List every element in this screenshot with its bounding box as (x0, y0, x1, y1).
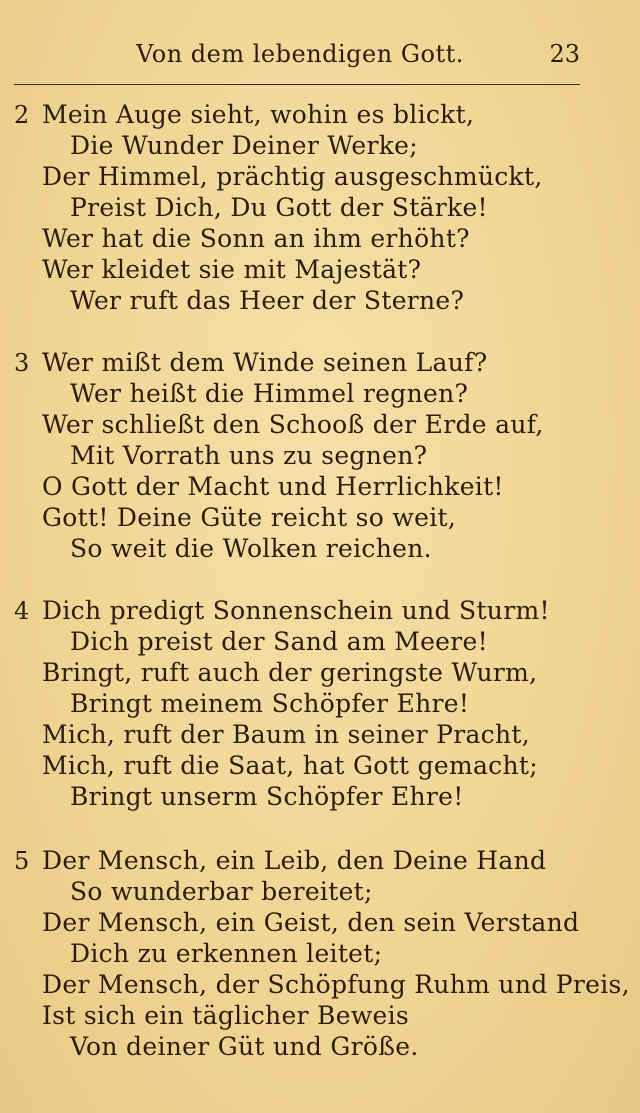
verse-line: Mich, ruft der Baum in seiner Pracht, (42, 720, 530, 749)
stanza-number: 2 (14, 101, 30, 129)
verse-line: Dich preist der Sand am Meere! (70, 627, 488, 656)
verse-line: Bringt meinem Schöpfer Ehre! (70, 689, 470, 718)
stanza-number: 5 (14, 847, 30, 875)
verse-line: Bringt, ruft auch der geringste Wurm, (42, 658, 538, 687)
verse-line: Wer mißt dem Winde seinen Lauf? (42, 348, 488, 377)
stanza-number: 3 (14, 349, 30, 377)
stanza-number: 4 (14, 597, 30, 625)
verse-line: Preist Dich, Du Gott der Stärke! (70, 193, 488, 222)
verse-line: Wer hat die Sonn an ihm erhöht? (42, 224, 470, 253)
verse-line: Mich, ruft die Saat, hat Gott gemacht; (42, 751, 538, 780)
verse-line: Der Mensch, ein Leib, den Deine Hand (42, 846, 547, 875)
verse-line: Die Wunder Deiner Werke; (70, 131, 418, 160)
verse-line: Wer heißt die Himmel regnen? (70, 379, 469, 408)
verse-line: Von deiner Güt und Größe. (70, 1032, 419, 1061)
verse-line: Dich predigt Sonnenschein und Sturm! (42, 596, 550, 625)
verse-line: So wunderbar bereitet; (70, 877, 373, 906)
verse-line: Der Himmel, prächtig ausgeschmückt, (42, 162, 543, 191)
page-number: 23 (549, 40, 580, 68)
verse-line: Wer schließt den Schooß der Erde auf, (42, 410, 544, 439)
verse-line: Wer kleidet sie mit Majestät? (42, 255, 422, 284)
verse-line: Wer ruft das Heer der Sterne? (70, 286, 465, 315)
verse-line: Ist sich ein täglicher Beweis (42, 1001, 410, 1030)
verse-line: Bringt unserm Schöpfer Ehre! (70, 782, 464, 811)
verse-line: Gott! Deine Güte reicht so weit, (42, 503, 457, 532)
header-rule (14, 84, 580, 85)
verse-line: So weit die Wolken reichen. (70, 534, 432, 563)
verse-line: Der Mensch, ein Geist, den sein Verstand (42, 908, 580, 937)
verse-line: Der Mensch, der Schöpfung Ruhm und Preis, (42, 970, 630, 999)
verse-line: Mein Auge sieht, wohin es blickt, (42, 100, 475, 129)
verse-line: Mit Vorrath uns zu segnen? (70, 441, 428, 470)
verse-line: Dich zu erkennen leitet; (70, 939, 383, 968)
verse-line: O Gott der Macht und Herrlichkeit! (42, 472, 504, 501)
running-title: Von dem lebendigen Gott. (136, 40, 464, 68)
